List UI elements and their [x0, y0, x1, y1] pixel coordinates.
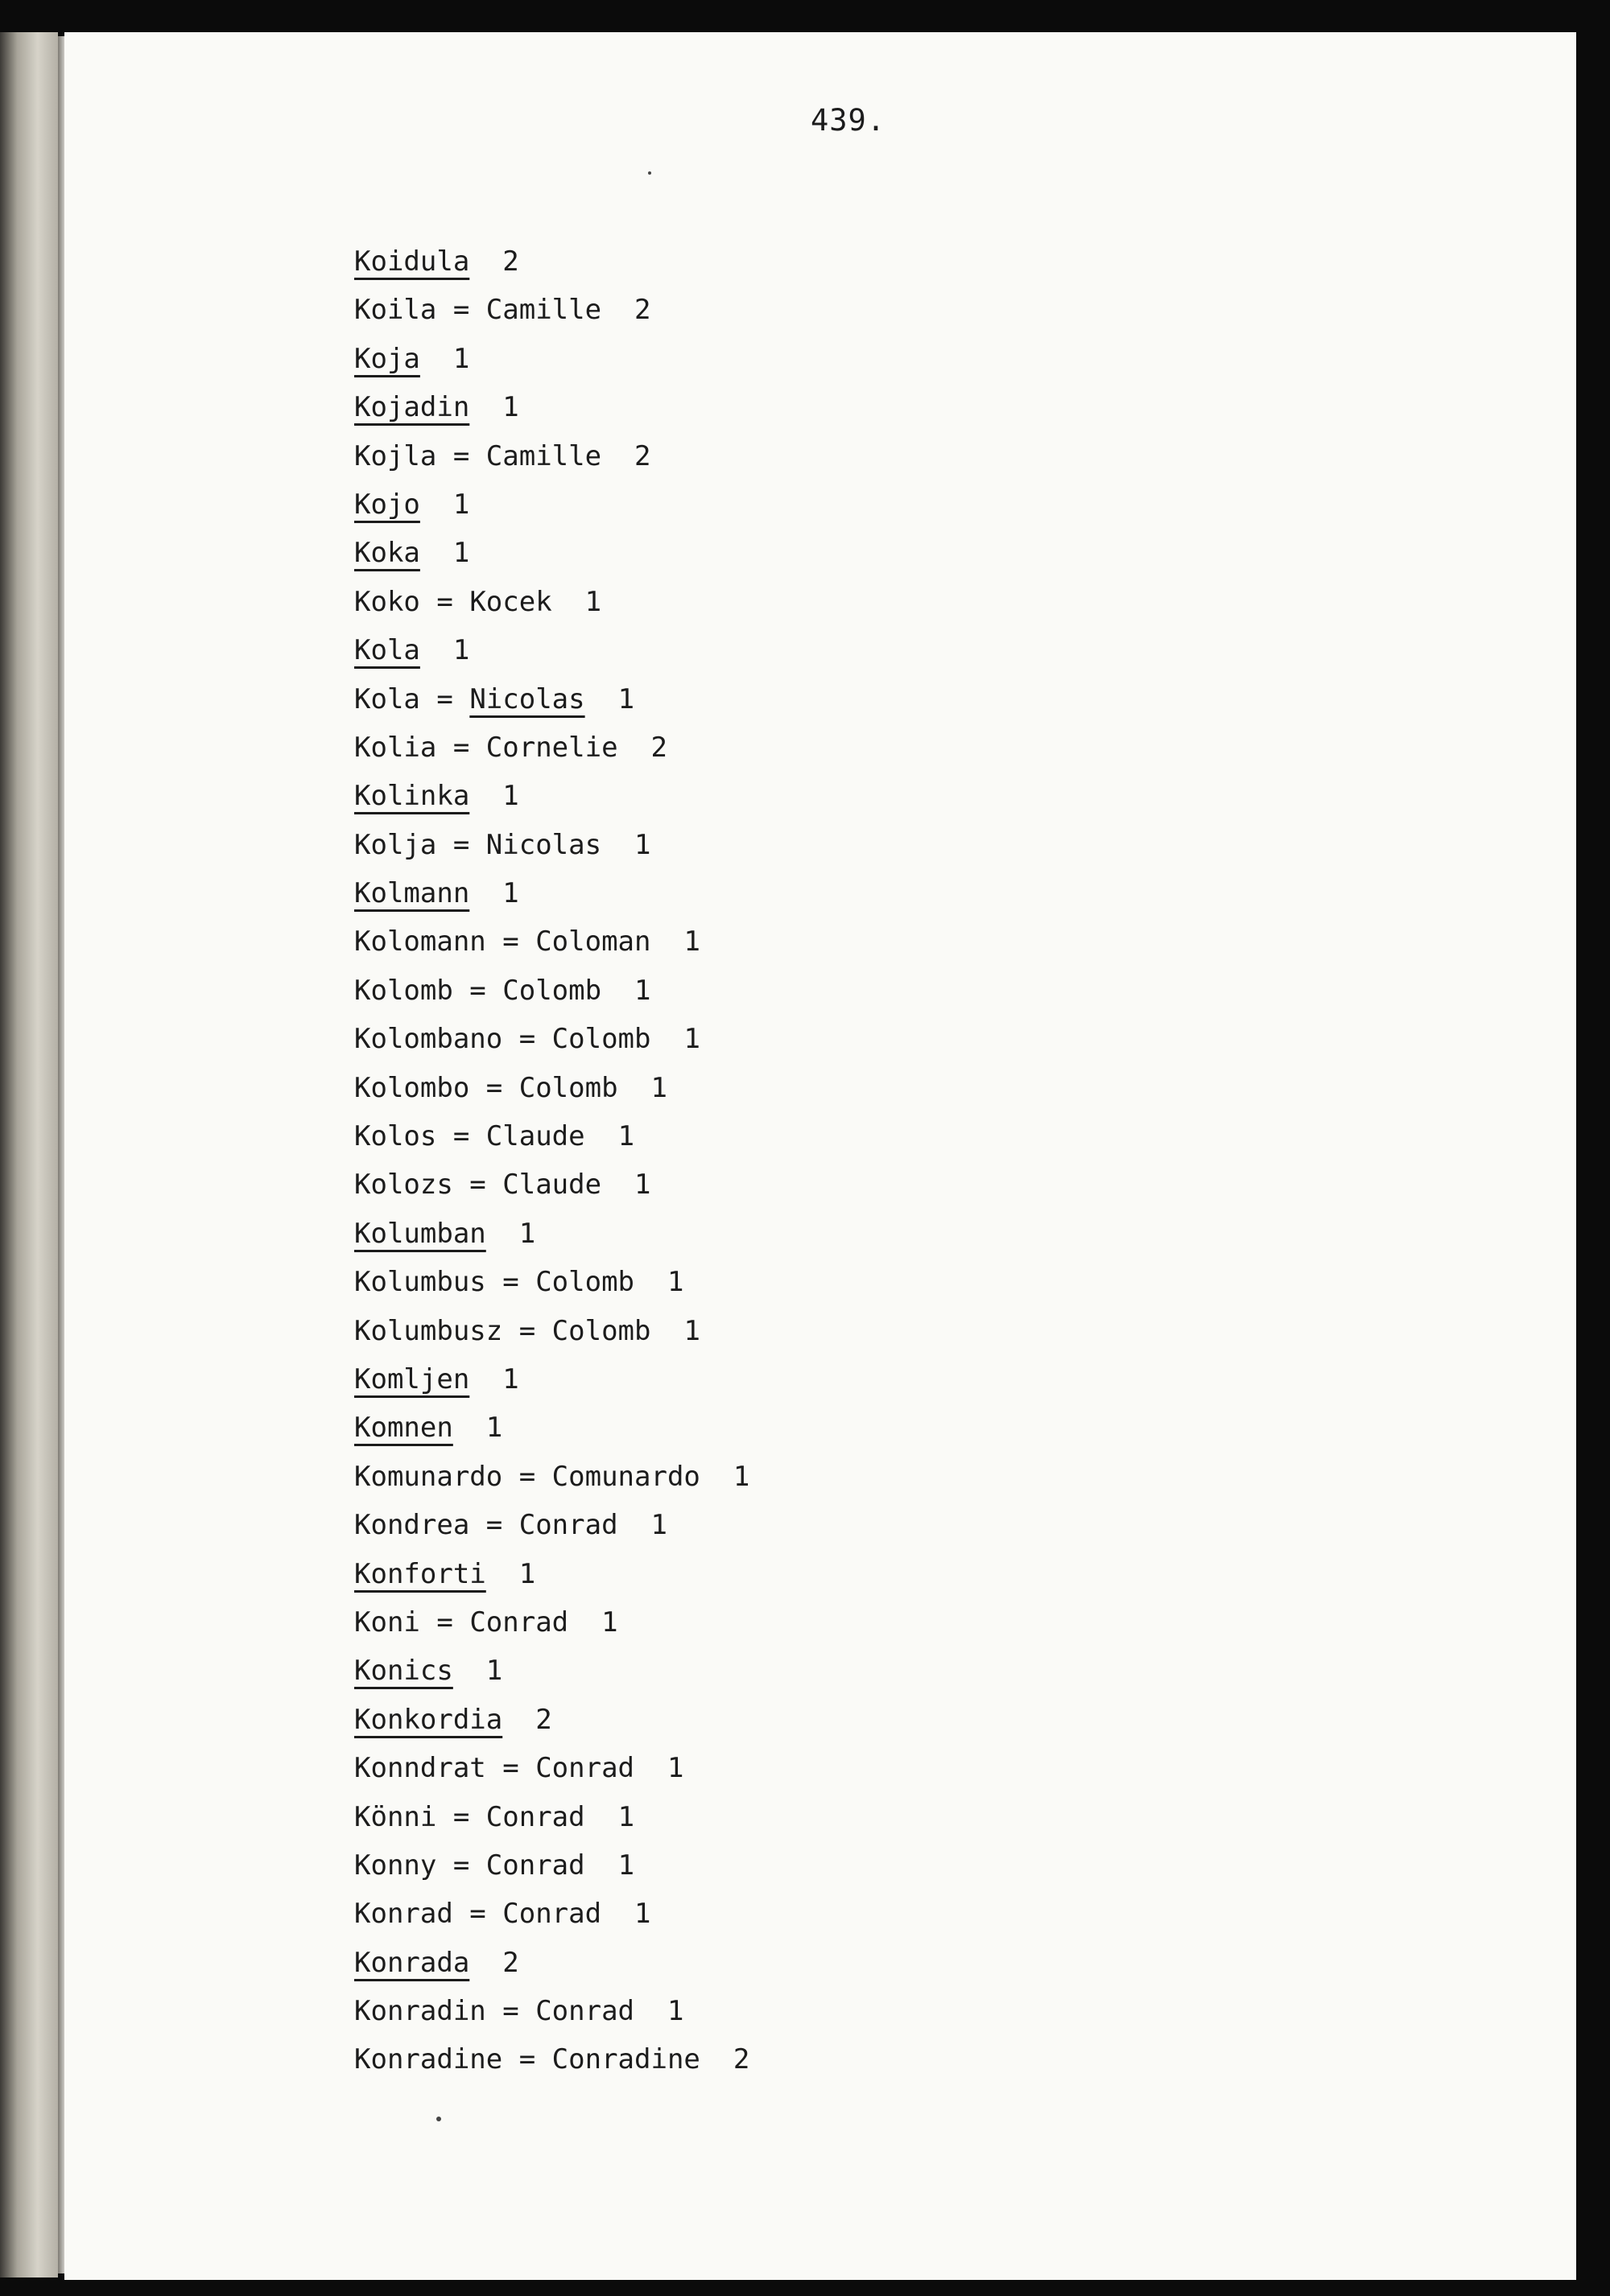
entry-row [354, 1939, 749, 1987]
entry-name: Komljen [354, 1362, 470, 1395]
entry-count: 1 [667, 1995, 684, 2028]
entry-row: Kojla = Camille 2 [354, 439, 651, 472]
entry-count: 1 [452, 488, 470, 521]
entry-row: Kolomann = Coloman 1 [354, 925, 700, 958]
entry-name: Kola [354, 634, 420, 667]
entry-equivalent: Colomb [535, 1266, 635, 1299]
entry-count: 1 [634, 974, 651, 1007]
entry-row [354, 335, 749, 383]
entry-count: 1 [733, 1460, 750, 1493]
entry-equivalent: Kocek [469, 585, 552, 618]
page [64, 32, 1576, 2280]
entry-name: Kolinka [354, 780, 470, 813]
entry-equivalent: Conrad [485, 1800, 585, 1833]
entry-name: Kolomb [354, 974, 453, 1007]
entry-row: Konny = Conrad 1 [354, 1849, 635, 1882]
entry-name: Kolumbusz [354, 1314, 503, 1347]
entry-equivalent: Colomb [551, 1023, 651, 1056]
entry-name: Koni [354, 1606, 420, 1639]
entry-count: 1 [617, 682, 635, 715]
entry-name: Kolumban [354, 1217, 486, 1250]
entry-count: 1 [502, 877, 519, 910]
entry-equivalent: Conrad [518, 1509, 618, 1542]
entry-name: Koko [354, 585, 420, 618]
entry-equivalent: Colomb [518, 1071, 618, 1104]
entry-name: Konrada [354, 1946, 470, 1979]
entry-name: Kondrea [354, 1509, 470, 1542]
entry-row [354, 1550, 749, 1598]
entry-row: Kolos = Claude 1 [354, 1120, 635, 1153]
entry-count: 2 [634, 439, 651, 472]
entry-equivalent: Camille [485, 439, 602, 472]
entry-row [354, 237, 749, 286]
entry-list [354, 237, 749, 2084]
entry-equivalent: Camille [485, 294, 602, 327]
entry-count: 1 [667, 1752, 684, 1785]
entry-row: Kolombo = Colomb 1 [354, 1071, 667, 1104]
entry-equivalent: Coloman [535, 925, 651, 958]
entry-count: 2 [634, 294, 651, 327]
entry-row: Kolja = Nicolas 1 [354, 828, 651, 861]
entry-name: Kolumbus [354, 1266, 486, 1299]
entry-equivalent: Conrad [485, 1849, 585, 1882]
entry-name: Kojadin [354, 391, 470, 424]
entry-row [354, 383, 749, 431]
entry-count: 1 [617, 1120, 635, 1153]
entry-count: 1 [452, 537, 470, 570]
entry-count: 2 [502, 1946, 519, 1979]
entry-row: Koila = Camille 2 [354, 294, 651, 327]
entry-row: Kolomb = Colomb 1 [354, 974, 651, 1007]
entry-equivalent: Colomb [502, 974, 602, 1007]
entry-count: 1 [452, 342, 470, 375]
entry-count: 1 [683, 1314, 700, 1347]
entry-row: Konndrat = Conrad 1 [354, 1752, 684, 1785]
entry-name: Konkordia [354, 1703, 503, 1736]
entry-count: 2 [502, 245, 519, 278]
entry-row [354, 529, 749, 577]
entry-row: Kolumbusz = Colomb 1 [354, 1314, 700, 1347]
entry-row: Kola = Nicolas 1 [354, 682, 635, 715]
entry-name: Kolos [354, 1120, 437, 1153]
entry-equivalent: Conrad [535, 1752, 635, 1785]
entry-equivalent: Claude [502, 1169, 602, 1202]
entry-name: Koidula [354, 245, 470, 278]
entry-count: 1 [667, 1266, 684, 1299]
book-edge [0, 32, 58, 2277]
entry-row: Koni = Conrad 1 [354, 1606, 618, 1639]
entry-count: 1 [650, 1071, 667, 1104]
entry-count: 1 [502, 391, 519, 424]
entry-count: 1 [617, 1849, 635, 1882]
entry-name: Konforti [354, 1557, 486, 1590]
entry-equivalent: Conradine [551, 2043, 700, 2076]
entry-count: 1 [584, 585, 602, 618]
entry-name: Kolja [354, 828, 437, 861]
entry-name: Kola [354, 682, 420, 715]
page-number: 439. [811, 103, 886, 138]
entry-count: 1 [601, 1606, 618, 1639]
entry-count: 1 [502, 1362, 519, 1395]
entry-equivalent: Conrad [535, 1995, 635, 2028]
entry-count: 1 [518, 1217, 536, 1250]
entry-name: Komnen [354, 1412, 453, 1445]
entry-equivalent: Cornelie [485, 731, 618, 764]
entry-count: 1 [518, 1557, 536, 1590]
entry-count: 1 [634, 828, 651, 861]
entry-row: Konrad = Conrad 1 [354, 1898, 651, 1931]
entry-row [354, 480, 749, 529]
entry-row [354, 1647, 749, 1695]
entry-name: Komunardo [354, 1460, 503, 1493]
entry-count: 1 [634, 1898, 651, 1931]
entry-count: 1 [452, 634, 470, 667]
entry-name: Kolombo [354, 1071, 470, 1104]
entry-equivalent: Comunardo [551, 1460, 700, 1493]
entry-count: 1 [617, 1800, 635, 1833]
entry-row: Könni = Conrad 1 [354, 1800, 635, 1833]
entry-name: Koja [354, 342, 420, 375]
entry-row [354, 1355, 749, 1404]
entry-name: Konradin [354, 1995, 486, 2028]
entry-name: Kolozs [354, 1169, 453, 1202]
entry-name: Konics [354, 1655, 453, 1688]
entry-row: Kolombano = Colomb 1 [354, 1023, 700, 1056]
entry-count: 1 [485, 1412, 503, 1445]
entry-name: Kojo [354, 488, 420, 521]
entry-count: 1 [485, 1655, 503, 1688]
entry-equivalent: Claude [485, 1120, 585, 1153]
entry-name: Koila [354, 294, 437, 327]
entry-count: 2 [733, 2043, 750, 2076]
entry-row: Kondrea = Conrad 1 [354, 1509, 667, 1542]
entry-row: Konradine = Conradine 2 [354, 2043, 750, 2076]
entry-row [354, 1696, 749, 1744]
entry-name: Kolmann [354, 877, 470, 910]
entry-row [354, 1210, 749, 1258]
entry-row [354, 1404, 749, 1452]
entry-count: 1 [502, 780, 519, 813]
entry-equivalent: Colomb [551, 1314, 651, 1347]
entry-row: Kolozs = Claude 1 [354, 1169, 651, 1202]
entry-row: Koko = Kocek 1 [354, 585, 602, 618]
entry-row: Kolia = Cornelie 2 [354, 731, 667, 764]
entry-row: Kolumbus = Colomb 1 [354, 1266, 684, 1299]
entry-count: 2 [650, 731, 667, 764]
entry-row [354, 626, 749, 674]
entry-count: 1 [683, 925, 700, 958]
entry-row: Konradin = Conrad 1 [354, 1995, 684, 2028]
entry-equivalent: Nicolas [485, 828, 602, 861]
entry-count: 1 [683, 1023, 700, 1056]
entry-name: Kolia [354, 731, 437, 764]
entry-count: 2 [535, 1703, 552, 1736]
stray-mark [648, 171, 651, 175]
entry-name: Konrad [354, 1898, 453, 1931]
stray-mark [436, 2117, 441, 2121]
entry-name: Konradine [354, 2043, 503, 2076]
entry-count: 1 [650, 1509, 667, 1542]
entry-name: Könni [354, 1800, 437, 1833]
entry-row [354, 869, 749, 917]
entry-name: Konndrat [354, 1752, 486, 1785]
entry-equivalent: Nicolas [469, 682, 585, 715]
entry-row [354, 772, 749, 820]
entry-name: Konny [354, 1849, 437, 1882]
entry-equivalent: Conrad [469, 1606, 569, 1639]
entry-row: Komunardo = Comunardo 1 [354, 1460, 750, 1493]
entry-name: Kolombano [354, 1023, 503, 1056]
entry-name: Koka [354, 537, 420, 570]
entry-name: Kojla [354, 439, 437, 472]
entry-equivalent: Conrad [502, 1898, 602, 1931]
entry-name: Kolomann [354, 925, 486, 958]
entry-count: 1 [634, 1169, 651, 1202]
